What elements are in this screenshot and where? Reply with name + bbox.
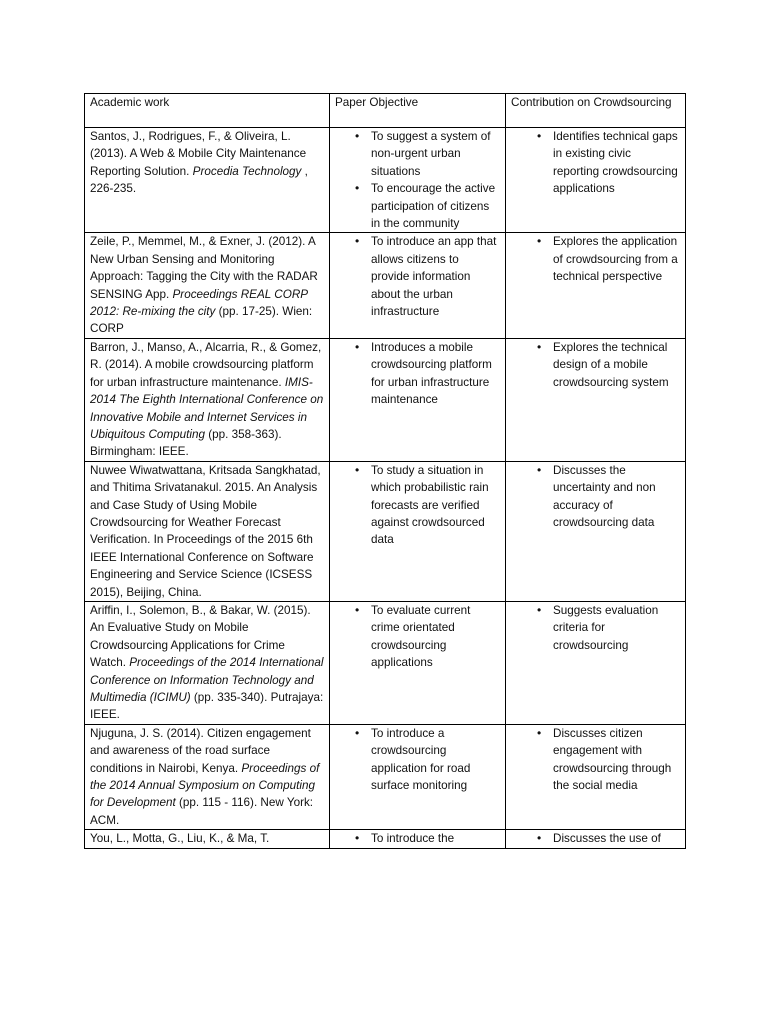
header-paper-objective: Paper Objective bbox=[330, 94, 506, 128]
academic-work-cell bbox=[85, 461, 330, 601]
objective-cell bbox=[330, 233, 506, 338]
citation-text: , 226-235. bbox=[90, 164, 308, 196]
table-row bbox=[85, 830, 686, 848]
contribution-cell-list bbox=[511, 462, 680, 532]
bullet-item: • To introduce the bbox=[349, 830, 500, 847]
table-row bbox=[85, 338, 686, 461]
contribution-cell bbox=[506, 830, 686, 848]
objective-cell-list bbox=[335, 128, 500, 232]
literature-table bbox=[84, 93, 686, 849]
objective-cell-list bbox=[335, 830, 500, 847]
contribution-cell-list bbox=[511, 830, 680, 847]
objective-cell bbox=[330, 601, 506, 724]
citation-source: Proceedings REAL CORP 2012: Re-mixing the city bbox=[90, 287, 308, 319]
bullet-item: • Introduces a mobile crowdsourcing platform for urban infrastructure maintenance bbox=[349, 339, 500, 409]
bullet-item: • To encourage the active participation of citizens in the community bbox=[349, 180, 500, 232]
contribution-cell-list bbox=[511, 725, 680, 795]
objective-cell-list bbox=[335, 725, 500, 795]
citation-source: Procedia Technology bbox=[192, 164, 302, 178]
bullet-item: • Explores the technical design of a mobile crowdsourcing system bbox=[531, 339, 680, 391]
bullet-item: • Suggests evaluation criteria for crowdsourcing bbox=[531, 602, 680, 654]
objective-cell bbox=[330, 338, 506, 461]
table-row bbox=[85, 233, 686, 338]
objective-cell-list bbox=[335, 462, 500, 549]
academic-work-cell bbox=[85, 233, 330, 338]
citation-source: IMIS-2014 The Eighth International Conference on Innovative Mobile and Internet Services in Ubiquitous Computing bbox=[90, 375, 324, 441]
objective-cell bbox=[330, 830, 506, 848]
citation-text: Njuguna, J. S. (2014). Citizen engagement and awareness of the road surface conditions in Nairobi, Kenya. bbox=[90, 726, 311, 775]
citation-text: (pp. 17-25). Wien: CORP bbox=[90, 305, 313, 336]
objective-cell-list bbox=[335, 602, 500, 672]
objective-cell bbox=[330, 128, 506, 233]
contribution-cell-list bbox=[511, 602, 680, 654]
citation-source: Proceedings of the 2014 International Conference on Information Technology and Multimedia (ICIMU) bbox=[90, 656, 324, 704]
citation-text: Zeile, P., Memmel, M., & Exner, J. (2012). A New Urban Sensing and Monitoring Approach: Tagging the City with the RADAR SENSING App. bbox=[90, 235, 318, 301]
objective-cell-list bbox=[335, 233, 500, 320]
header-academic-work: Academic work bbox=[85, 94, 330, 128]
academic-work-cell bbox=[85, 338, 330, 461]
bullet-item: • Explores the application of crowdsourcing from a technical perspective bbox=[531, 233, 680, 285]
citation-text: (pp. 358-363). Birmingham: IEEE. bbox=[90, 427, 282, 459]
citation-text: Barron, J., Manso, A., Alcarria, R., & Gomez, R. (2014). A mobile crowdsourcing platform for urban infrastructure maintenance. bbox=[90, 340, 322, 389]
citation-text: (pp. 115 - 116). New York: ACM. bbox=[90, 796, 314, 827]
contribution-cell bbox=[506, 338, 686, 461]
table-row bbox=[85, 601, 686, 724]
academic-work-cell bbox=[85, 830, 330, 848]
contribution-cell bbox=[506, 724, 686, 829]
bullet-item: • Discusses the uncertainty and non accuracy of crowdsourcing data bbox=[531, 462, 680, 532]
bullet-item: • To study a situation in which probabilistic rain forecasts are verified against crowdsourced data bbox=[349, 462, 500, 549]
contribution-cell bbox=[506, 128, 686, 233]
academic-work-cell bbox=[85, 724, 330, 829]
contribution-cell-list bbox=[511, 339, 680, 391]
citation-text: Santos, J., Rodrigues, F., & Oliveira, L. (2013). A Web & Mobile City Maintenance Reporting Solution. bbox=[90, 130, 307, 178]
bullet-item: • To suggest a system of non-urgent urban situations bbox=[349, 128, 500, 180]
contribution-cell-list bbox=[511, 233, 680, 285]
objective-cell bbox=[330, 461, 506, 601]
citation-source: Proceedings of the 2014 Annual Symposium on Computing for Development bbox=[90, 761, 320, 810]
table-row bbox=[85, 461, 686, 601]
table-row bbox=[85, 724, 686, 829]
table-header-row bbox=[85, 94, 686, 128]
citation-text: Ariffin, I., Solemon, B., & Bakar, W. (2015). An Evaluative Study on Mobile Crowdsourcing Applications for Crime Watch. bbox=[90, 603, 311, 670]
bullet-item: • To introduce an app that allows citizens to provide information about the urban infrastructure bbox=[349, 233, 500, 320]
contribution-cell bbox=[506, 601, 686, 724]
academic-work-cell bbox=[85, 601, 330, 724]
citation-text: Nuwee Wiwatwattana, Kritsada Sangkhatad, and Thitima Srivatanakul. 2015. An Analysis and Case Study of Using Mobile Crowdsourcing for Weather Forecast Verification. In Proceedings of the 2015 6th IEEE International Conference on Software Engineering and Service Science (ICSESS 2015), Beijing, China. bbox=[90, 463, 321, 599]
bullet-item: • To introduce a crowdsourcing application for road surface monitoring bbox=[349, 725, 500, 795]
bullet-item: • Discusses citizen engagement with crowdsourcing through the social media bbox=[531, 725, 680, 795]
objective-cell-list bbox=[335, 339, 500, 409]
bullet-item: • Identifies technical gaps in existing civic reporting crowdsourcing applications bbox=[531, 128, 680, 198]
citation-text: (pp. 335-340). Putrajaya: IEEE. bbox=[90, 691, 324, 722]
table-row bbox=[85, 128, 686, 233]
citation-text: You, L., Motta, G., Liu, K., & Ma, T. bbox=[90, 832, 270, 846]
bullet-item: • To evaluate current crime orientated crowdsourcing applications bbox=[349, 602, 500, 672]
academic-work-cell bbox=[85, 128, 330, 233]
objective-cell bbox=[330, 724, 506, 829]
contribution-cell bbox=[506, 233, 686, 338]
bullet-item: • Discusses the use of bbox=[531, 830, 680, 847]
contribution-cell-list bbox=[511, 128, 680, 198]
header-contribution: Contribution on Crowdsourcing bbox=[506, 94, 686, 128]
contribution-cell bbox=[506, 461, 686, 601]
